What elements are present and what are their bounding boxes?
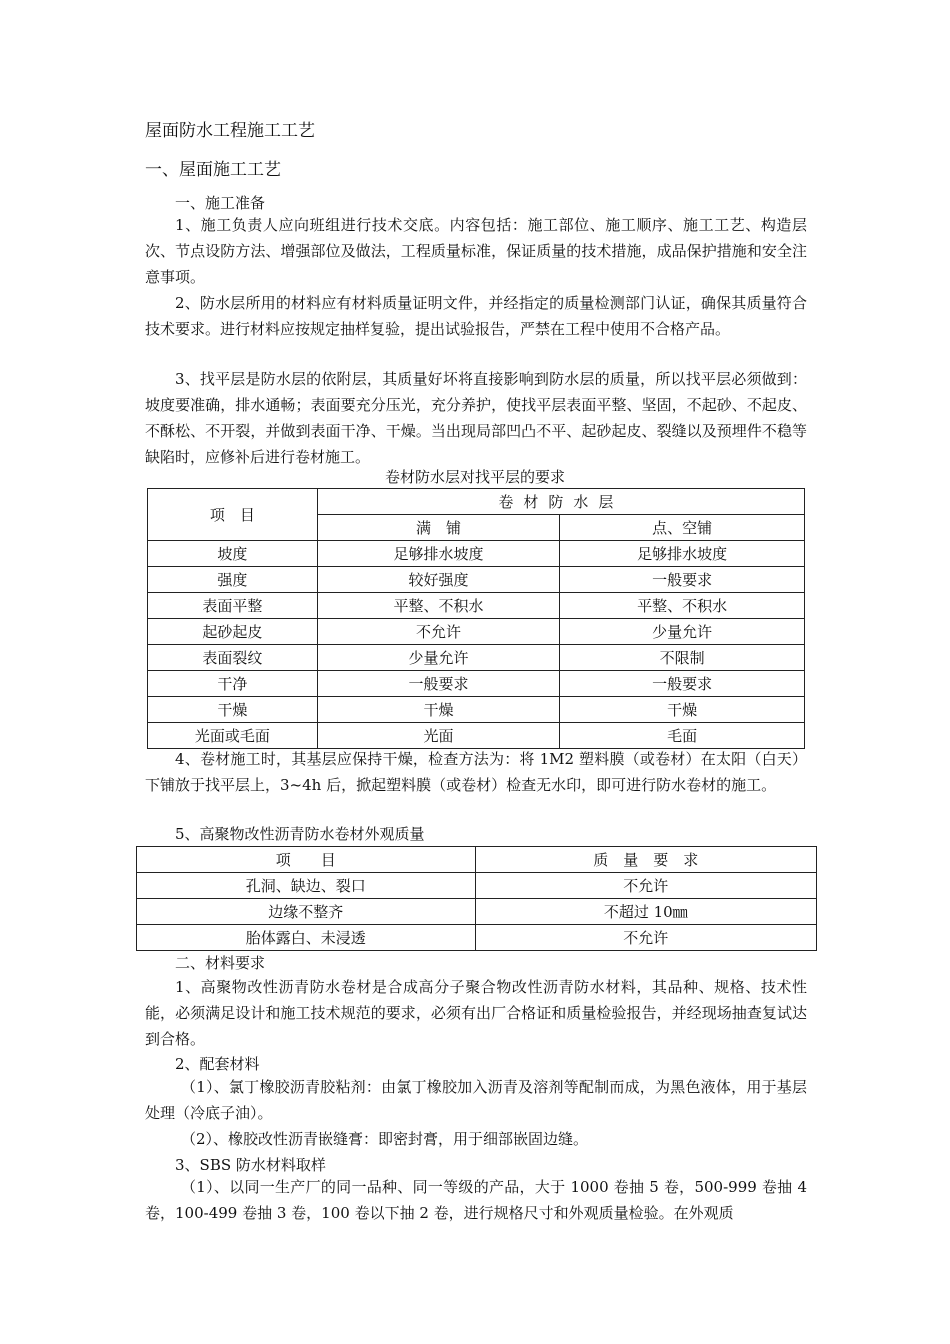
table-cell: 一般要求 (560, 671, 805, 697)
table-cell: 干燥 (148, 697, 318, 723)
document-title: 屋面防水工程施工工艺 (145, 121, 315, 141)
table-cell: 起砂起皮 (148, 619, 318, 645)
table-header-spot: 点、空铺 (560, 515, 805, 541)
paragraph: （1）、以同一生产厂的同一品种、同一等级的产品，大于 1000 卷抽 5 卷，500-999 卷抽 4 卷，100-499 卷抽 3 卷，100 卷以下抽 2 卷，进行规格尺寸和外观质量检验。在外观质 (145, 1178, 807, 1222)
table-header-item: 项 目 (148, 489, 318, 541)
table-row (148, 541, 805, 567)
table-row (148, 567, 805, 593)
table-cell: 强度 (148, 567, 318, 593)
table-row (137, 925, 817, 951)
table-cell: 不允许 (475, 873, 817, 899)
paragraph: 1、高聚物改性沥青防水卷材是合成高分子聚合物改性沥青防水材料，其品种、规格、技术性能，必须满足设计和施工技术规范的要求，必须有出厂合格证和质量检验报告，并经现场抽查复试达到合格。 (145, 978, 807, 1048)
paragraph: 3、找平层是防水层的依附层，其质量好坏将直接影响到防水层的质量，所以找平层必须做到：坡度要准确，排水通畅；表面要充分压光，充分养护，使找平层表面平整、坚固，不起砂、不起皮、不酥松、不开裂，并做到表面干净、干燥。当出现局部凹凸不平、起砂起皮、裂缝以及预埋件不稳等缺陷时，应修补后进行卷材施工。 (145, 370, 807, 466)
table-header-item: 项 目 (137, 847, 476, 873)
subsection-heading: 一、施工准备 (175, 194, 266, 212)
table-cell: 少量允许 (560, 619, 805, 645)
paragraph: 1、施工负责人应向班组进行技术交底。内容包括：施工部位、施工顺序、施工工艺、构造层次、节点设防方法、增强部位及做法，工程质量标准，保证质量的技术措施，成品保护措施和安全注意事项。 (145, 216, 807, 286)
table-cell: 孔洞、缺边、裂口 (137, 873, 476, 899)
table-row (137, 873, 817, 899)
table-cell: 一般要求 (317, 671, 560, 697)
table-cell: 不允许 (475, 925, 817, 951)
appearance-quality-table (136, 846, 817, 951)
table-cell: 少量允许 (317, 645, 560, 671)
table-cell: 不限制 (560, 645, 805, 671)
paragraph: 2、配套材料 (175, 1055, 260, 1073)
paragraph: 4、卷材施工时，其基层应保持干燥，检查方法为：将 1M2 塑料膜（或卷材）在太阳（白天）下铺放于找平层上，3~4h 后，掀起塑料膜（或卷材）检查无水印，即可进行防水卷材的施工。 (145, 750, 807, 794)
table-cell: 胎体露白、未浸透 (137, 925, 476, 951)
table-cell: 表面平整 (148, 593, 318, 619)
table-row (137, 899, 817, 925)
paragraph: （1）、氯丁橡胶沥青胶粘剂：由氯丁橡胶加入沥青及溶剂等配制而成，为黑色液体，用于基层处理（冷底子油）。 (145, 1078, 807, 1122)
table-cell: 干燥 (317, 697, 560, 723)
table-row (148, 723, 805, 749)
table-cell: 干燥 (560, 697, 805, 723)
table-cell: 足够排水坡度 (317, 541, 560, 567)
table-cell: 不允许 (317, 619, 560, 645)
paragraph: （2）、橡胶改性沥青嵌缝膏：即密封膏，用于细部嵌固边缝。 (181, 1130, 589, 1148)
table-cell: 光面 (317, 723, 560, 749)
table-caption: 卷材防水层对找平层的要求 (384, 468, 565, 486)
table-cell: 边缘不整齐 (137, 899, 476, 925)
table-cell: 平整、不积水 (560, 593, 805, 619)
table-header-group: 卷材防水层 (317, 489, 804, 515)
paragraph: 5、高聚物改性沥青防水卷材外观质量 (175, 825, 425, 843)
table-cell: 足够排水坡度 (560, 541, 805, 567)
table-cell: 一般要求 (560, 567, 805, 593)
table-row (148, 697, 805, 723)
table-row (148, 619, 805, 645)
table-cell: 毛面 (560, 723, 805, 749)
table-cell: 不超过 10㎜ (475, 899, 817, 925)
table-cell: 干净 (148, 671, 318, 697)
table-cell: 较好强度 (317, 567, 560, 593)
table-header-requirement: 质 量 要 求 (475, 847, 817, 873)
table-row (148, 645, 805, 671)
table-cell: 光面或毛面 (148, 723, 318, 749)
table-cell: 表面裂纹 (148, 645, 318, 671)
paragraph: 3、SBS 防水材料取样 (175, 1156, 326, 1174)
paragraph: 2、防水层所用的材料应有材料质量证明文件，并经指定的质量检测部门认证，确保其质量符合技术要求。进行材料应按规定抽样复验，提出试验报告，严禁在工程中使用不合格产品。 (145, 294, 807, 338)
table-cell: 坡度 (148, 541, 318, 567)
leveling-layer-table (147, 488, 805, 749)
subsection-heading: 二、材料要求 (175, 954, 266, 972)
table-row (148, 593, 805, 619)
section-heading: 一、屋面施工工艺 (145, 160, 281, 180)
table-row (148, 671, 805, 697)
table-header-full: 满 铺 (317, 515, 560, 541)
table-cell: 平整、不积水 (317, 593, 560, 619)
